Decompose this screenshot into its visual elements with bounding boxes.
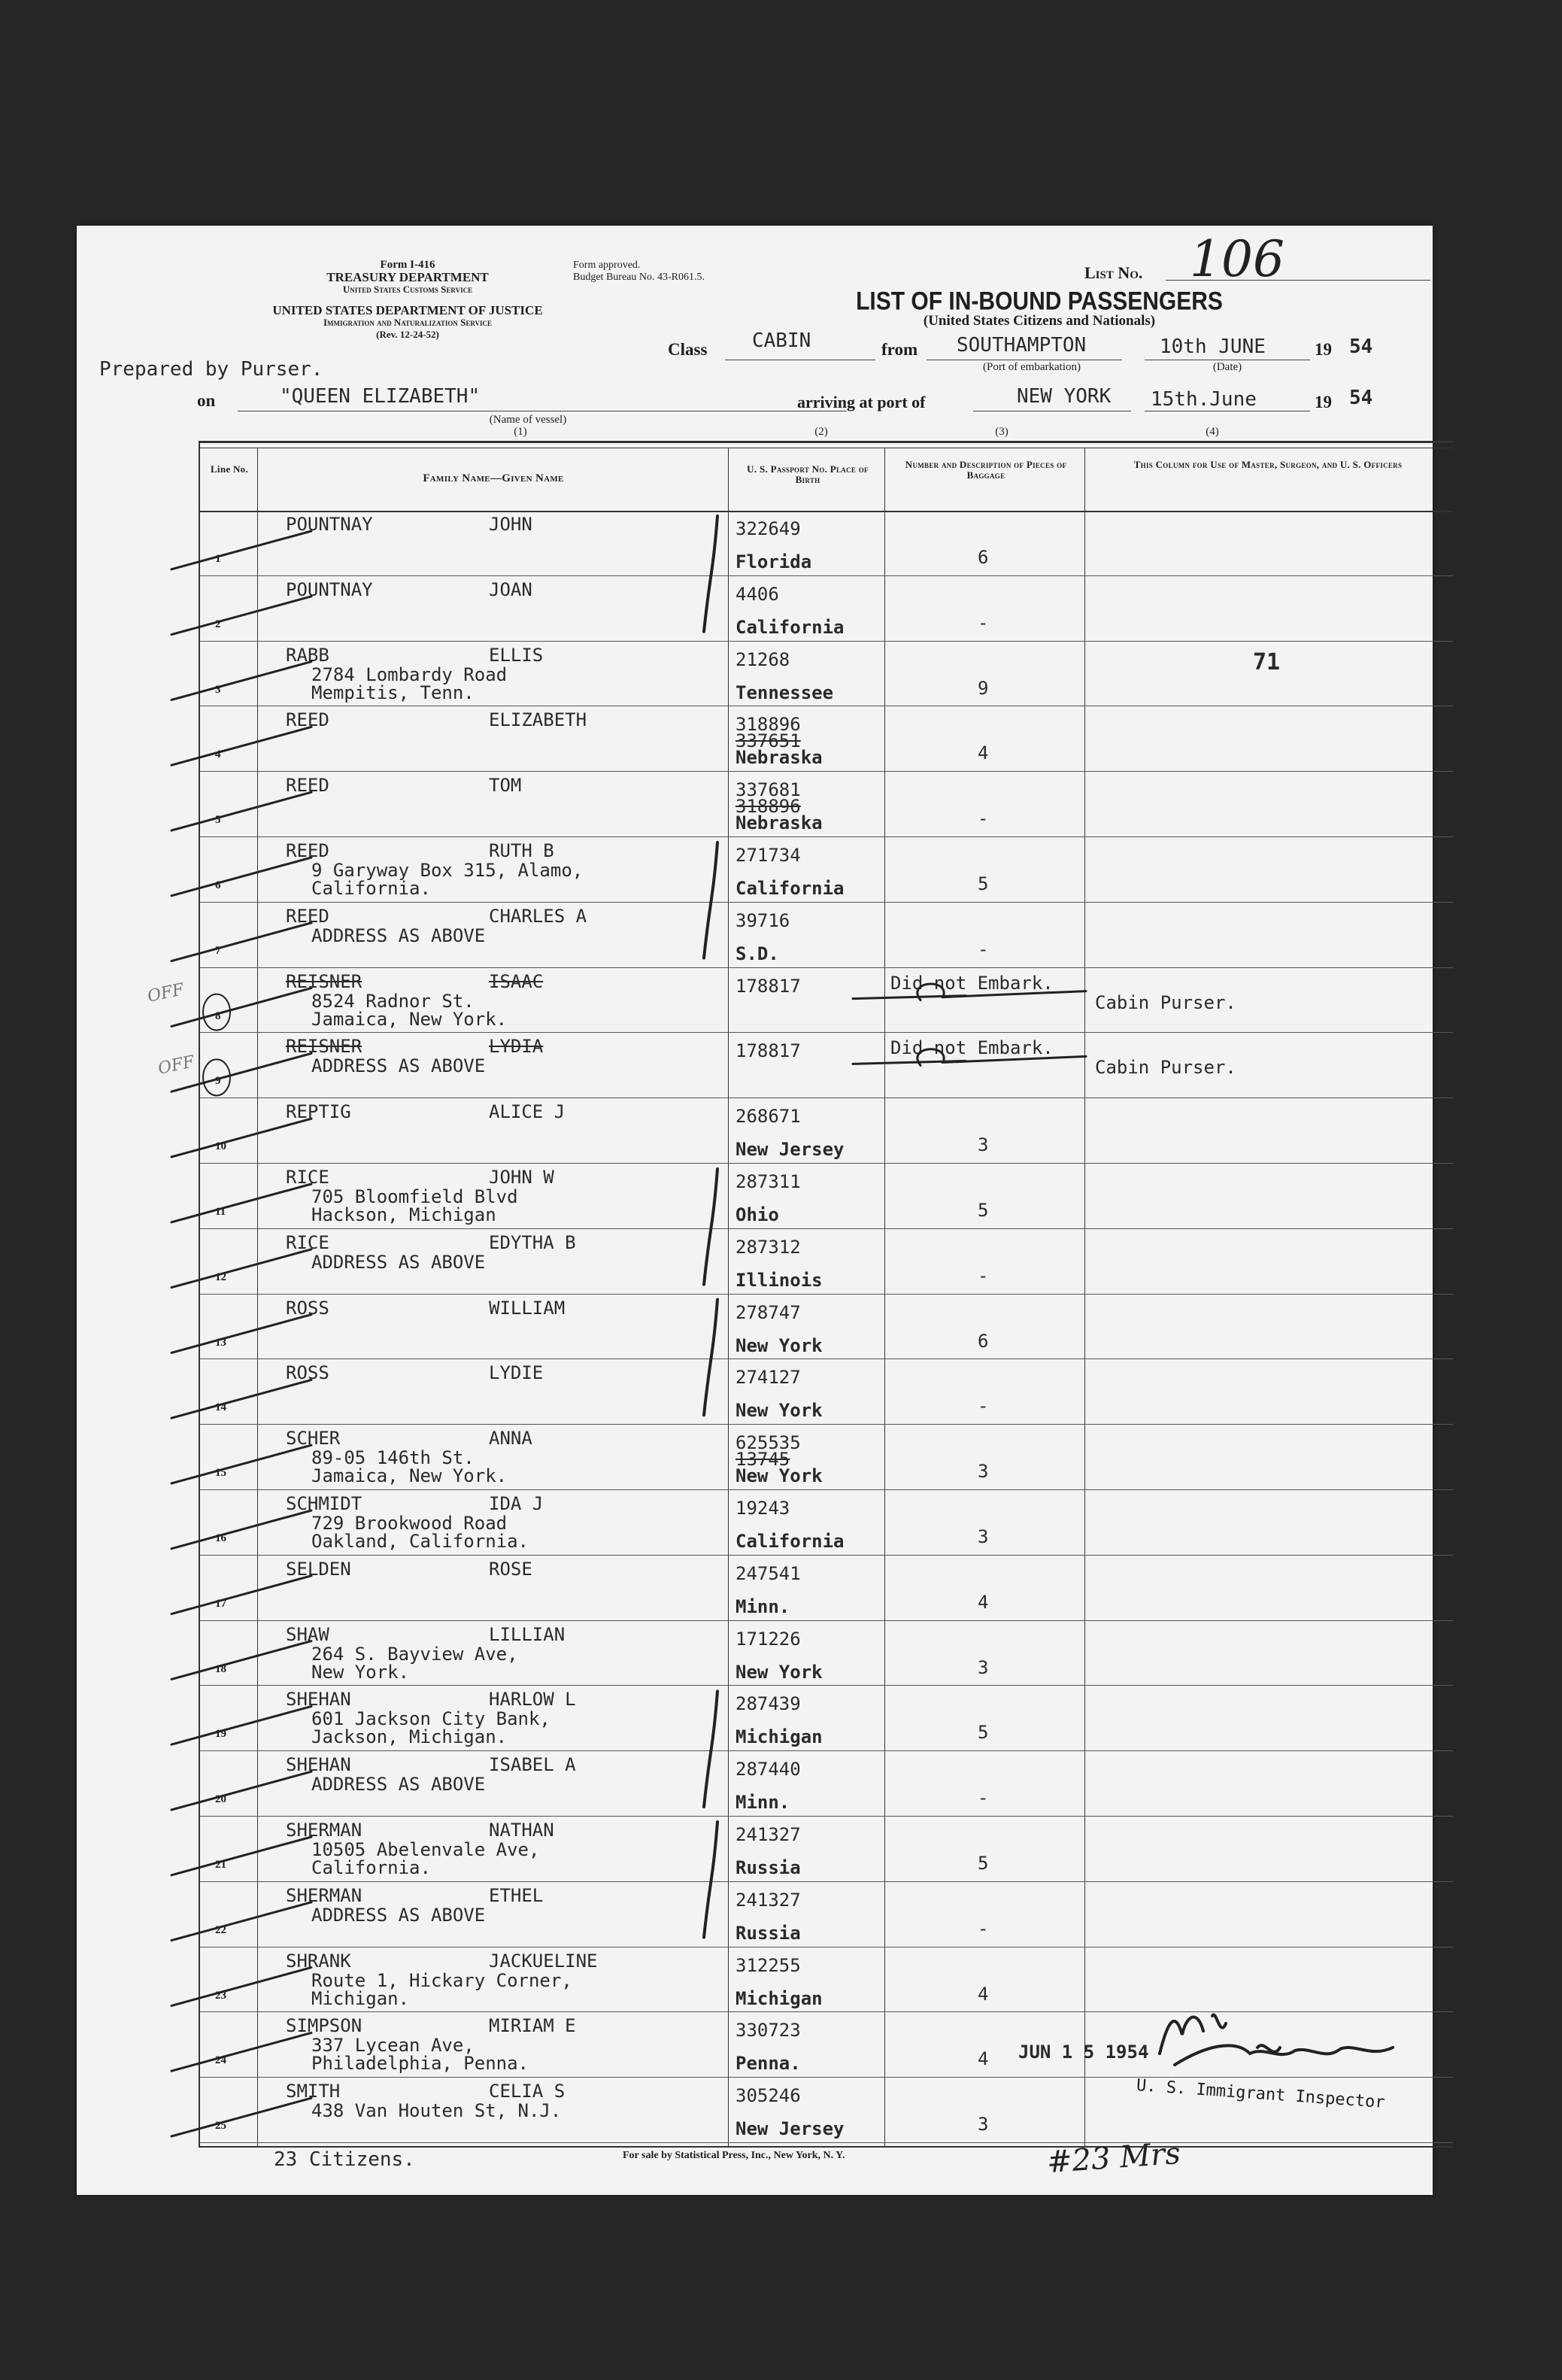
address-line-2: California. — [311, 1857, 431, 1878]
family-name: POUNTNAY — [286, 514, 373, 535]
family-name: SCHMIDT — [286, 1493, 362, 1514]
check-mark — [171, 1445, 311, 1483]
passport-number: 337681 — [736, 779, 801, 801]
place-of-birth: Ohio — [736, 1204, 779, 1225]
family-name: SHEHAN — [286, 1754, 351, 1776]
col-header-passport: U. S. Passport No. Place of Birth — [747, 463, 869, 485]
inspection-stamp-date: JUN 1 5 1954 — [1018, 2042, 1149, 2063]
place-of-birth: Michigan — [736, 1726, 823, 1748]
given-name: MIRIAM E — [489, 2015, 576, 2037]
passport-number: 274127 — [736, 1367, 801, 1389]
baggage-count: Did not Embark. — [890, 1037, 1054, 1059]
line-number: 6 — [215, 879, 221, 891]
port-embarkation: SOUTHAMPTON — [957, 334, 1087, 357]
passport-number: 39716 — [736, 909, 790, 931]
check-mark — [171, 1706, 311, 1744]
family-name: REISNER — [286, 1036, 362, 1058]
margin-off-mark: OFF — [145, 980, 186, 1006]
place-of-birth: Illinois — [736, 1269, 823, 1291]
baggage-count: 6 — [978, 547, 989, 568]
family-name: SIMPSON — [286, 2015, 362, 2037]
place-of-birth: Penna. — [736, 2053, 801, 2075]
line-number: 14 — [215, 1401, 226, 1414]
family-name: SHRANK — [286, 1950, 351, 1972]
passport-number: 19243 — [736, 1498, 790, 1519]
form-title: LIST OF IN-BOUND PASSENGERS — [856, 287, 1223, 316]
baggage-count: 9 — [978, 677, 989, 699]
baggage-count: 5 — [978, 873, 989, 894]
printer-note: For sale by Statistical Press, Inc., New York, N. Y. — [623, 2150, 845, 2161]
baggage-count: 3 — [978, 1461, 989, 1483]
place-of-birth: Michigan — [736, 1987, 823, 2009]
address-line-1: 10505 Abelenvale Ave, — [311, 1839, 540, 1860]
passport-number-alt: 337651 — [736, 730, 801, 752]
family-name: SHERMAN — [286, 1884, 362, 1906]
line-number: 8 — [215, 1009, 221, 1022]
line-number: 24 — [215, 2054, 226, 2067]
address-line-2: Oakland, California. — [311, 1531, 529, 1552]
baggage-count: - — [978, 1917, 989, 1939]
bracket-mark — [704, 516, 717, 632]
family-name: RABB — [286, 644, 329, 666]
bracket-mark — [704, 1691, 717, 1807]
family-name: REED — [286, 709, 329, 731]
given-name: ELIZABETH — [489, 709, 587, 731]
line-number: 16 — [215, 1532, 226, 1544]
given-name: JACKUELINE — [489, 1950, 598, 1972]
col-header-name: Family Name—Given Name — [423, 472, 564, 484]
line-number: 2 — [215, 618, 221, 630]
baggage-count: 5 — [978, 1200, 989, 1221]
passport-number: 312255 — [736, 1954, 801, 1976]
check-mark — [171, 597, 311, 635]
check-mark — [171, 1249, 311, 1288]
family-name: SELDEN — [286, 1558, 351, 1580]
line-number: 15 — [215, 1467, 226, 1480]
address-line-1: 9 Garyway Box 315, Alamo, — [311, 860, 584, 881]
family-name: SHAW — [286, 1623, 329, 1645]
budget-bureau: Budget Bureau No. 43-R061.5. — [573, 272, 705, 283]
passport-number: 287439 — [736, 1693, 801, 1715]
margin-off-mark: OFF — [156, 1052, 196, 1079]
line-number: 22 — [215, 1923, 226, 1936]
passport-number: 287312 — [736, 1236, 801, 1258]
place-of-birth: S.D. — [736, 943, 779, 964]
passport-number: 178817 — [736, 1040, 801, 1062]
colnum-2-caption: (2) — [814, 426, 828, 438]
date-caption: (Date) — [1212, 361, 1242, 373]
year-prefix: 19 — [1315, 340, 1332, 359]
vessel-name: "QUEEN ELIZABETH" — [280, 385, 481, 408]
line-number: 3 — [215, 683, 221, 696]
col-header-officers: This Column for Use of Master, Surgeon, and U. S. Officers — [1133, 459, 1403, 470]
line-number: 18 — [215, 1662, 226, 1675]
embark-year: 54 — [1349, 335, 1373, 358]
baggage-count: 4 — [978, 1983, 989, 2005]
passport-number: 330723 — [736, 2020, 801, 2042]
check-mark — [171, 792, 311, 830]
baggage-count: - — [978, 612, 989, 633]
given-name: ELLIS — [489, 644, 544, 666]
address-line-2: Mempitis, Tenn. — [311, 682, 475, 703]
col-header-baggage: Number and Description of Pieces of Baggage — [905, 459, 1067, 481]
check-mark — [171, 923, 311, 961]
prepared-by: Prepared by Purser. — [99, 358, 323, 381]
family-name: ROSS — [286, 1297, 329, 1319]
place-of-birth: Russia — [736, 1922, 801, 1944]
colnum-1-caption: (1) — [514, 426, 527, 438]
bracket-mark — [704, 1169, 717, 1285]
check-mark — [171, 1184, 311, 1222]
baggage-count: 3 — [978, 1526, 989, 1547]
baggage-count: 3 — [978, 1134, 989, 1156]
place-of-birth: Nebraska — [736, 812, 823, 834]
bracket-mark — [704, 1822, 717, 1938]
family-name: RICE — [286, 1231, 329, 1253]
family-name: REPTIG — [286, 1101, 351, 1123]
passport-number: 278747 — [736, 1301, 801, 1323]
list-no-value: 106 — [1190, 230, 1284, 288]
line-number: 19 — [215, 1728, 226, 1741]
address-line-2: Michigan. — [311, 1987, 410, 2009]
given-name: RUTH B — [489, 840, 554, 861]
address-line-1: ADDRESS AS ABOVE — [311, 1904, 486, 1926]
passport-number: 178817 — [736, 975, 801, 997]
passport-number: 268671 — [736, 1106, 801, 1128]
place-of-birth: New Jersey — [736, 2118, 845, 2140]
given-name: ALICE J — [489, 1101, 566, 1123]
on-label: on — [197, 391, 216, 410]
baggage-count: - — [978, 1395, 989, 1417]
check-mark — [171, 531, 311, 569]
line-number: 5 — [215, 814, 221, 827]
line-number: 10 — [215, 1140, 226, 1153]
vessel-caption: (Name of vessel) — [489, 414, 567, 426]
family-name: SHERMAN — [286, 1820, 362, 1841]
line-number: 4 — [215, 748, 221, 761]
tally-note: #23 Mrs — [1045, 2136, 1182, 2181]
passport-number: 625535 — [736, 1432, 801, 1454]
family-name: SMITH — [286, 2081, 341, 2102]
check-mark — [171, 1771, 311, 1810]
given-name: EDYTHA B — [489, 1231, 576, 1253]
arrival-port: NEW YORK — [1017, 385, 1112, 408]
address-line-1: 601 Jackson City Bank, — [311, 1708, 550, 1730]
check-mark — [171, 1510, 311, 1549]
place-of-birth: Russia — [736, 1857, 801, 1878]
line-number: 1 — [215, 553, 221, 565]
passport-number: 241327 — [736, 1824, 801, 1845]
purser-signature — [853, 984, 1086, 1000]
given-name: TOM — [489, 775, 522, 797]
class-value: CABIN — [752, 329, 811, 352]
form-subtitle: (United States Citizens and Nationals) — [923, 313, 1156, 329]
given-name: HARLOW L — [489, 1689, 576, 1711]
family-name: REED — [286, 905, 329, 927]
passport-number: 318896 — [736, 714, 801, 736]
passport-number: 322649 — [736, 518, 801, 539]
revision: (Rev. 12-24-52) — [376, 329, 439, 340]
line-number: 11 — [215, 1206, 226, 1218]
inspector-caption: U. S. Immigrant Inspector — [1136, 2076, 1386, 2113]
arrival-date: 15th.June — [1151, 388, 1257, 411]
family-name: POUNTNAY — [286, 578, 373, 600]
place-of-birth: California — [736, 1531, 845, 1552]
address-line-1: 705 Bloomfield Blvd — [311, 1186, 518, 1207]
check-mark — [171, 662, 311, 700]
treasury-dept: TREASURY DEPARTMENT — [326, 270, 489, 284]
address-line-1: ADDRESS AS ABOVE — [311, 924, 486, 946]
address-line-1: ADDRESS AS ABOVE — [311, 1251, 486, 1273]
family-name: ROSS — [286, 1362, 329, 1384]
given-name: CHARLES A — [489, 905, 587, 927]
list-no-label: List No. — [1084, 263, 1143, 282]
justice-dept: UNITED STATES DEPARTMENT OF JUSTICE — [272, 303, 543, 317]
place-of-birth: New York — [736, 1661, 823, 1683]
baggage-count: - — [978, 1264, 989, 1286]
port-embark-caption: (Port of embarkation) — [983, 361, 1081, 373]
given-name: ETHEL — [489, 1884, 544, 1906]
address-line-1: 337 Lycean Ave, — [311, 2035, 475, 2057]
from-label: from — [881, 340, 918, 359]
line-number: 7 — [215, 944, 221, 957]
given-name: WILLIAM — [489, 1297, 566, 1319]
address-line-2: Jackson, Michigan. — [311, 1726, 508, 1748]
arriving-label: arriving at port of — [797, 393, 926, 411]
ins-service: Immigration and Naturalization Service — [323, 317, 493, 328]
baggage-count: Did not Embark. — [890, 972, 1054, 994]
passport-number-alt: 318896 — [736, 796, 801, 818]
place-of-birth: Florida — [736, 551, 812, 572]
baggage-count: 6 — [978, 1330, 989, 1352]
address-line-1: ADDRESS AS ABOVE — [311, 1055, 486, 1077]
passport-number: 287311 — [736, 1171, 801, 1192]
address-line-1: Route 1, Hickary Corner, — [311, 1969, 572, 1991]
form-id: Form I-416 — [380, 259, 435, 271]
citizens-count: 23 Citizens. — [274, 2148, 415, 2171]
check-mark — [171, 988, 311, 1027]
check-mark — [171, 1641, 311, 1680]
given-name: NATHAN — [489, 1820, 554, 1841]
address-line-2: California. — [311, 878, 431, 899]
bracket-mark — [704, 1300, 717, 1416]
given-name: JOAN — [489, 578, 532, 600]
line-number: 25 — [215, 2120, 226, 2133]
check-mark — [171, 2098, 311, 2136]
family-name: SCHER — [286, 1428, 341, 1450]
given-name: JOHN — [489, 514, 532, 535]
given-name: LILLIAN — [489, 1623, 566, 1645]
address-line-2: Jamaica, New York. — [311, 1465, 508, 1487]
given-name: IDA J — [489, 1493, 544, 1514]
baggage-count: 4 — [978, 1591, 989, 1613]
line-number: 9 — [215, 1075, 221, 1088]
baggage-count: - — [978, 808, 989, 830]
purser-signature — [853, 1049, 1086, 1066]
address-line-1: ADDRESS AS ABOVE — [311, 1774, 486, 1796]
passport-number: 287440 — [736, 1759, 801, 1780]
passport-number: 271734 — [736, 845, 801, 866]
colnum-4-caption: (4) — [1206, 426, 1219, 438]
check-mark — [171, 2032, 311, 2071]
passport-number: 241327 — [736, 1889, 801, 1911]
year-prefix-2: 19 — [1315, 393, 1332, 411]
line-number: 23 — [215, 1989, 226, 2002]
place-of-birth: Minn. — [736, 1595, 790, 1617]
given-name: ISABEL A — [489, 1754, 576, 1776]
line-number: 13 — [215, 1336, 226, 1349]
check-mark — [171, 1380, 311, 1418]
passport-number: 247541 — [736, 1562, 801, 1584]
place-of-birth: Tennessee — [736, 682, 834, 703]
check-mark — [171, 1576, 311, 1614]
family-name: REISNER — [286, 970, 362, 992]
embark-date: 10th JUNE — [1160, 335, 1266, 358]
baggage-count: 3 — [978, 1656, 989, 1678]
ink-marks — [77, 226, 1433, 2195]
arrival-year: 54 — [1349, 387, 1373, 409]
check-mark — [171, 727, 311, 765]
col-header-line-no: Line No. — [210, 463, 249, 475]
given-name: ANNA — [489, 1428, 532, 1450]
check-mark — [171, 1053, 311, 1091]
address-line-1: 8524 Radnor St. — [311, 990, 475, 1012]
given-name: LYDIE — [489, 1362, 544, 1384]
passport-number-alt: 13745 — [736, 1449, 790, 1471]
customs-service: United States Customs Service — [342, 284, 473, 295]
given-name: ISAAC — [489, 970, 544, 992]
baggage-count: - — [978, 1787, 989, 1809]
check-mark — [171, 1119, 311, 1157]
passport-number: 21268 — [736, 648, 790, 670]
address-line-2: New York. — [311, 1661, 410, 1683]
check-mark — [171, 858, 311, 896]
place-of-birth: Minn. — [736, 1792, 790, 1814]
family-name: SHEHAN — [286, 1689, 351, 1711]
address-line-2: Hackson, Michigan — [311, 1204, 496, 1225]
given-name: ROSE — [489, 1558, 532, 1580]
address-line-1: 729 Brookwood Road — [311, 1513, 508, 1534]
address-line-1: 89-05 146th St. — [311, 1447, 475, 1469]
place-of-birth: California — [736, 616, 845, 638]
officer-note: Cabin Purser. — [1095, 991, 1236, 1013]
baggage-count: 5 — [978, 1722, 989, 1744]
line-number: 12 — [215, 1270, 226, 1283]
check-mark — [171, 1837, 311, 1875]
line-number: 17 — [215, 1597, 226, 1610]
baggage-count: 4 — [978, 2048, 989, 2070]
family-name: REED — [286, 840, 329, 861]
family-name: REED — [286, 775, 329, 797]
address-line-1: 264 S. Bayview Ave, — [311, 1643, 518, 1665]
officer-note: Cabin Purser. — [1095, 1057, 1236, 1079]
given-name: CELIA S — [489, 2081, 566, 2102]
line-number: 20 — [215, 1793, 226, 1806]
place-of-birth: New York — [736, 1465, 823, 1487]
passport-number: 4406 — [736, 583, 779, 605]
check-mark — [171, 1902, 311, 1941]
place-of-birth: New York — [736, 1400, 823, 1422]
check-mark — [171, 1968, 311, 2006]
address-line-2: Philadelphia, Penna. — [311, 2053, 529, 2075]
passport-number: 171226 — [736, 1628, 801, 1650]
given-name: JOHN W — [489, 1167, 554, 1188]
address-line-2: Jamaica, New York. — [311, 1008, 508, 1030]
baggage-count: 4 — [978, 742, 989, 764]
form-page — [77, 226, 1433, 2195]
address-line-1: 438 Van Houten St, N.J. — [311, 2100, 562, 2122]
colnum-3-caption: (3) — [995, 426, 1008, 438]
class-label: Class — [668, 340, 708, 359]
place-of-birth: California — [736, 878, 845, 899]
baggage-count: - — [978, 938, 989, 960]
address-line-1: 2784 Lombardy Road — [311, 663, 508, 685]
bracket-mark — [704, 842, 717, 958]
check-mark — [171, 1315, 311, 1353]
place-of-birth: New York — [736, 1334, 823, 1356]
place-of-birth: Nebraska — [736, 747, 823, 769]
line-number: 21 — [215, 1859, 226, 1871]
baggage-count: 5 — [978, 1853, 989, 1874]
given-name: LYDIA — [489, 1036, 544, 1058]
form-approved: Form approved. — [573, 260, 641, 271]
passport-number: 305246 — [736, 2085, 801, 2107]
place-of-birth: New Jersey — [736, 1139, 845, 1161]
officer-note: 71 — [1253, 648, 1281, 675]
baggage-count: 3 — [978, 2114, 989, 2136]
family-name: RICE — [286, 1167, 329, 1188]
